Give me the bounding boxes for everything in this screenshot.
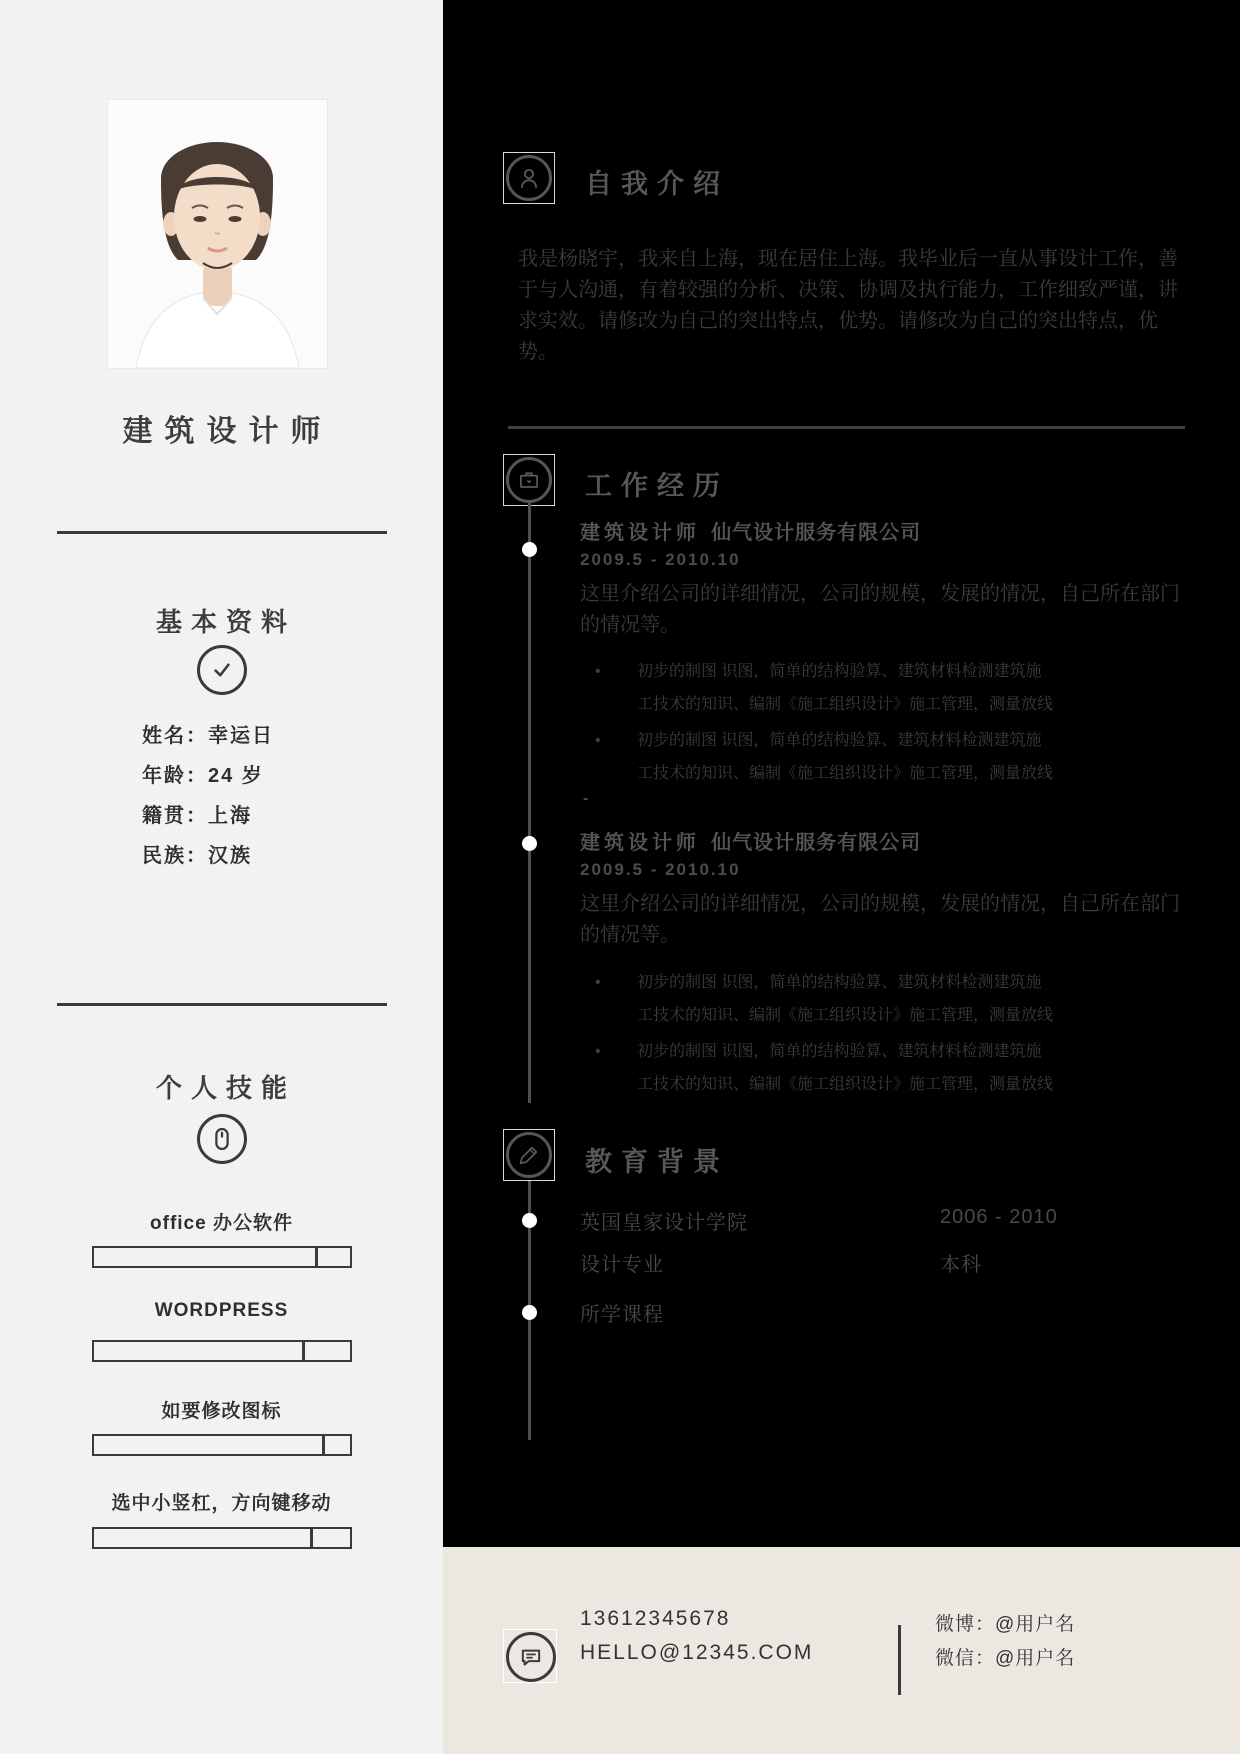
field-name: 姓名：幸运日 [142, 725, 274, 747]
main-column [443, 0, 1240, 1547]
portrait-photo [108, 100, 327, 368]
email-address: HELLO@12345.COM [580, 1641, 814, 1664]
bullet-item [595, 966, 1065, 1032]
field-age: 年龄：24 岁 [142, 765, 264, 787]
pencil-icon [506, 1132, 552, 1178]
skill-label-office: office 办公软件 [150, 1213, 293, 1234]
education-school: 英国皇家设计学院 [580, 1212, 748, 1234]
sidebar-job-title: 建筑设计师 [122, 415, 333, 448]
job-title-row [580, 826, 921, 855]
education-degree: 本科 [940, 1254, 982, 1276]
job-company: 仙气设计服务有限公司 [711, 832, 922, 854]
education-major: 设计专业 [580, 1254, 664, 1276]
sidebar-divider-bottom [57, 1003, 387, 1006]
bullet-item [595, 1035, 1065, 1101]
wechat-handle: 微信：@用户名 [935, 1648, 1076, 1669]
chat-bubble-icon [506, 1632, 556, 1682]
bullet-text: 初步的制图 识图，简单的结构验算、建筑材料检测建筑施工技术的知识、编制《施工组织设计》施工管理，测量放线 [637, 732, 1054, 782]
skill-label-move-tick: 选中小竖杠，方向键移动 [111, 1493, 332, 1514]
check-icon [197, 645, 247, 695]
timeline-dot [522, 836, 537, 851]
job-role: 建筑设计师 [580, 522, 700, 544]
education-period: 2006 - 2010 [940, 1206, 1058, 1228]
bullet-text: 初步的制图 识图，简单的结构验算、建筑材料检测建筑施工技术的知识、编制《施工组织设计》施工管理，测量放线 [637, 1043, 1054, 1093]
skill-bar-wordpress [92, 1340, 352, 1362]
portrait-illustration [108, 100, 327, 368]
bullet-marker: • [595, 732, 601, 749]
basic-info-heading: 基本资料 [155, 607, 296, 637]
bullet-marker: • [595, 663, 601, 680]
education-heading: 教育背景 [585, 1147, 729, 1177]
job-description: 这里介绍公司的详细情况，公司的规模，发展的情况，自己所在部门的情况等。 [580, 583, 1180, 636]
person-icon [506, 155, 552, 201]
timeline-dot [522, 1305, 537, 1320]
field-hometown: 籍贯：上海 [142, 805, 252, 827]
job-description: 这里介绍公司的详细情况，公司的规模，发展的情况，自己所在部门的情况等。 [580, 893, 1180, 946]
about-heading: 自我介绍 [585, 169, 729, 199]
job-period: 2009.5 - 2010.10 [580, 860, 741, 879]
skill-label-wordpress: WORDPRESS [154, 1300, 289, 1321]
job-role: 建筑设计师 [580, 832, 700, 854]
bullet-item [595, 655, 1065, 721]
skill-tick-handle[interactable] [315, 1246, 318, 1268]
skill-bar-edit-icon [92, 1434, 352, 1456]
field-ethnicity: 民族：汉族 [142, 845, 252, 867]
basic-info-fields [142, 716, 274, 876]
job-bullet-list [595, 655, 1065, 793]
briefcase-icon [506, 457, 552, 503]
job-company: 仙气设计服务有限公司 [711, 522, 922, 544]
bullet-marker: • [595, 974, 601, 991]
bullet-text: 初步的制图 识图，简单的结构验算、建筑材料检测建筑施工技术的知识、编制《施工组织设计》施工管理，测量放线 [637, 663, 1054, 713]
education-courses-label: 所学课程 [580, 1304, 664, 1326]
skill-bar-move-tick [92, 1527, 352, 1549]
bullet-text: 初步的制图 识图，简单的结构验算、建筑材料检测建筑施工技术的知识、编制《施工组织设计》施工管理，测量放线 [637, 974, 1054, 1024]
skill-label-edit-icon: 如要修改图标 [161, 1401, 282, 1422]
bullet-marker: • [595, 1043, 601, 1060]
sidebar [0, 0, 443, 1754]
skills-heading: 个人技能 [155, 1073, 296, 1103]
sidebar-divider-top [57, 531, 387, 534]
stray-dash: - [583, 790, 589, 807]
job-bullet-list [595, 966, 1065, 1104]
skill-tick-handle[interactable] [310, 1527, 313, 1549]
mouse-icon [197, 1114, 247, 1164]
timeline-dot [522, 542, 537, 557]
contact-footer [443, 1547, 1240, 1754]
experience-heading: 工作经历 [585, 471, 729, 501]
footer-divider [898, 1625, 901, 1695]
section-divider [508, 426, 1185, 429]
bullet-item [595, 724, 1065, 790]
job-title-row [580, 516, 921, 545]
job-period: 2009.5 - 2010.10 [580, 550, 741, 569]
skill-tick-handle[interactable] [322, 1434, 325, 1456]
skill-bar-office [92, 1246, 352, 1268]
phone-number: 13612345678 [580, 1607, 731, 1630]
skill-tick-handle[interactable] [302, 1340, 305, 1362]
timeline-dot [522, 1213, 537, 1228]
weibo-handle: 微博：@用户名 [935, 1614, 1076, 1635]
about-text: 我是杨晓宇，我来自上海，现在居住上海。我毕业后一直从事设计工作，善于与人沟通，有着较强的分析、决策、协调及执行能力，工作细致严谨，讲求实效。请修改为自己的突出特点，优势。请修改为自己的突出特点，优势。 [518, 248, 1178, 363]
timeline-line [528, 503, 531, 1103]
